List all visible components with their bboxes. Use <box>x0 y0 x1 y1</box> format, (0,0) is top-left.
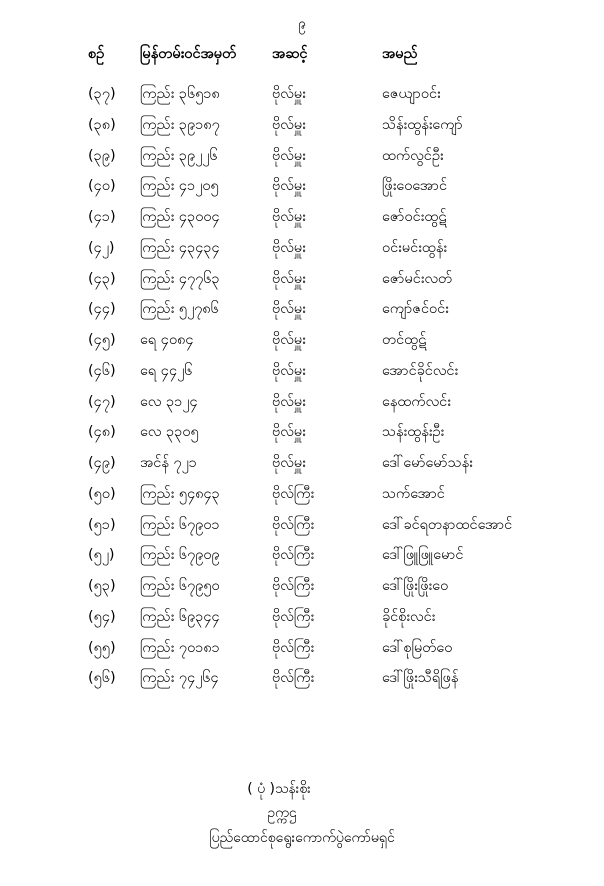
cell-rank: ဗိုလ်ကြီး <box>272 578 315 594</box>
table-row <box>88 203 572 234</box>
table-row <box>88 326 572 357</box>
cell-no: (၄၄) <box>88 301 116 318</box>
cell-id: ရေ ၄၀၈၄ <box>140 332 194 348</box>
cell-no: (၄၈) <box>88 424 116 441</box>
page-number: ၉ <box>298 16 306 32</box>
cell-id: ကြည်း ၃၆၅၁၈ <box>140 86 220 102</box>
table-row <box>88 142 572 173</box>
cell-rank: ဗိုလ်ကြီး <box>272 485 315 502</box>
table-row <box>88 572 572 603</box>
cell-id: ကြည်း ၃၉၁၈၇ <box>140 116 220 133</box>
cell-name: အောင်ခိုင်လင်း <box>382 362 459 379</box>
signature-name: ( ပုံ )သန်းစိုး <box>247 780 311 797</box>
cell-name: ဇော်ဝင်းထွဋ် <box>382 209 447 225</box>
cell-rank: ဗိုလ်ကြီး <box>272 516 315 533</box>
cell-name: ဒေါ်မော်မော်သန်း <box>382 455 473 471</box>
table-row <box>88 480 572 511</box>
table-header-row <box>88 45 572 80</box>
cell-name: တင်ထွဋ် <box>382 332 427 348</box>
cell-id: ကြည်း ၃၉၂၂၆ <box>140 147 218 164</box>
column-header-name: အမည် <box>382 46 418 62</box>
table-row <box>88 265 572 296</box>
table-row <box>88 541 572 572</box>
cell-id: လေ ၃၃၀၅ <box>140 424 199 441</box>
document-page <box>0 14 604 886</box>
column-header-rank: အဆင့် <box>272 46 308 62</box>
table-row <box>88 357 572 388</box>
cell-rank: ဗိုလ်မှူး <box>272 178 306 195</box>
cell-id: ကြည်း ၇၄၂၆၄ <box>140 670 219 687</box>
signature-block <box>0 777 604 851</box>
cell-no: (၅၂) <box>88 547 115 564</box>
table-row <box>88 664 572 695</box>
table-row <box>88 295 572 326</box>
cell-name: ဇေယျာဝင်း <box>382 86 441 102</box>
cell-rank: ဗိုလ်မှူး <box>272 362 306 379</box>
cell-name: သိန်းထွန်းကျော် <box>382 116 463 133</box>
signature-title: ဥက္ကဌ <box>267 805 297 821</box>
cell-id: ကြည်း ၆၉၃၄၄ <box>140 608 220 625</box>
cell-name: ဒေါ်စုမြတ်ဝေ <box>382 639 453 656</box>
roster-table <box>88 45 572 695</box>
cell-rank: ဗိုလ်ကြီး <box>272 639 315 656</box>
cell-no: (၅၆) <box>88 670 116 687</box>
cell-name: ဒေါ်ဖြိုးဖြိုးဝေ <box>382 578 449 594</box>
table-row <box>88 449 572 480</box>
cell-name: သန်းထွန်းဦး <box>382 424 445 441</box>
table-row <box>88 603 572 634</box>
cell-id: ကြည်း ၆၇၉၀၉ <box>140 547 220 564</box>
signature-organization: ပြည်ထောင်စုရွေးကောက်ပွဲကော်မရှင် <box>209 829 395 846</box>
cell-name: ခိုင်စိုးလင်း <box>382 608 436 625</box>
cell-rank: ဗိုလ်ကြီး <box>272 547 315 564</box>
column-header-id: မြန်တမ်းဝင်အမှတ် <box>140 46 237 62</box>
cell-id: ကြည်း ၄၃၄၃၄ <box>140 239 220 256</box>
column-header-no: စဥ် <box>88 46 105 62</box>
cell-no: (၃၉) <box>88 147 116 164</box>
cell-no: (၄၁) <box>88 209 116 225</box>
cell-id: လေ ၃၁၂၄ <box>140 393 198 410</box>
cell-no: (၃၈) <box>88 116 116 133</box>
cell-no: (၅၀) <box>88 485 116 502</box>
table-row <box>88 80 572 111</box>
cell-id: ကြည်း ၆၇၉၀၁ <box>140 516 220 533</box>
cell-id: ကြည်း ၇၀၁၈၁ <box>140 639 220 656</box>
cell-rank: ဗိုလ်မှူး <box>272 301 306 318</box>
cell-no: (၄၉) <box>88 455 116 471</box>
cell-id: ကြည်း ၄၃၀၀၄ <box>140 209 220 225</box>
cell-name: ဒေါ်ဖြူဖြူမောင် <box>382 547 464 564</box>
table-row <box>88 511 572 542</box>
cell-no: (၄၃) <box>88 270 116 287</box>
cell-rank: ဗိုလ်မှူး <box>272 332 306 348</box>
cell-rank: ဗိုလ်ကြီး <box>272 670 315 687</box>
cell-id: ကြည်း ၅၄၈၄၃ <box>140 485 220 502</box>
table-row <box>88 172 572 203</box>
cell-name: ကျော်ဇင်ဝင်း <box>382 301 449 318</box>
cell-name: ဒေါ်ဖြိုးသီရိဖြန် <box>382 670 459 687</box>
cell-rank: ဗိုလ်မှူး <box>272 209 306 225</box>
table-row <box>88 634 572 665</box>
cell-no: (၅၃) <box>88 578 116 594</box>
table-row <box>88 418 572 449</box>
cell-no: (၄၅) <box>88 332 116 348</box>
cell-id: အင်န် ၇၂၁ <box>140 455 197 471</box>
cell-name: ဖြိုးဝေအောင် <box>382 178 448 195</box>
cell-name: ဒေါ်ခင်ရတနာထင်အောင် <box>382 516 513 533</box>
cell-rank: ဗိုလ်မှူး <box>272 86 306 102</box>
cell-rank: ဗိုလ်မှူး <box>272 116 306 133</box>
cell-id: ကြည်း ၅၂၇၈၆ <box>140 301 219 318</box>
cell-rank: ဗိုလ်မှူး <box>272 424 306 441</box>
cell-rank: ဗိုလ်မှူး <box>272 239 306 256</box>
cell-id: ရေ ၄၄၂၆ <box>140 362 193 379</box>
cell-id: ကြည်း ၆၇၉၅၀ <box>140 578 220 594</box>
table-row <box>88 234 572 265</box>
table-row <box>88 388 572 419</box>
table-row <box>88 111 572 142</box>
cell-name: သက်အောင် <box>382 485 445 502</box>
cell-id: ကြည်း ၄၇၇၆၃ <box>140 270 220 287</box>
cell-rank: ဗိုလ်ကြီး <box>272 608 315 625</box>
cell-no: (၄၇) <box>88 393 116 410</box>
cell-rank: ဗိုလ်မှူး <box>272 455 306 471</box>
cell-rank: ဗိုလ်မှူး <box>272 147 306 164</box>
cell-name: နေထက်လင်း <box>382 393 451 410</box>
cell-rank: ဗိုလ်မှူး <box>272 270 306 287</box>
cell-id: ကြည်း ၄၁၂၀၅ <box>140 178 219 195</box>
cell-name: ဝင်းမင်းထွန်း <box>382 239 448 256</box>
cell-no: (၄၂) <box>88 239 115 256</box>
cell-name: ထက်လွင်ဦး <box>382 147 444 164</box>
cell-name: ဇော်မင်းလတ် <box>382 270 453 287</box>
cell-no: (၅၄) <box>88 608 116 625</box>
cell-rank: ဗိုလ်မှူး <box>272 393 306 410</box>
cell-no: (၅၁) <box>88 516 116 533</box>
cell-no: (၄၆) <box>88 362 116 379</box>
cell-no: (၅၅) <box>88 639 116 656</box>
cell-no: (၃၇) <box>88 86 116 102</box>
cell-no: (၄၀) <box>88 178 116 195</box>
